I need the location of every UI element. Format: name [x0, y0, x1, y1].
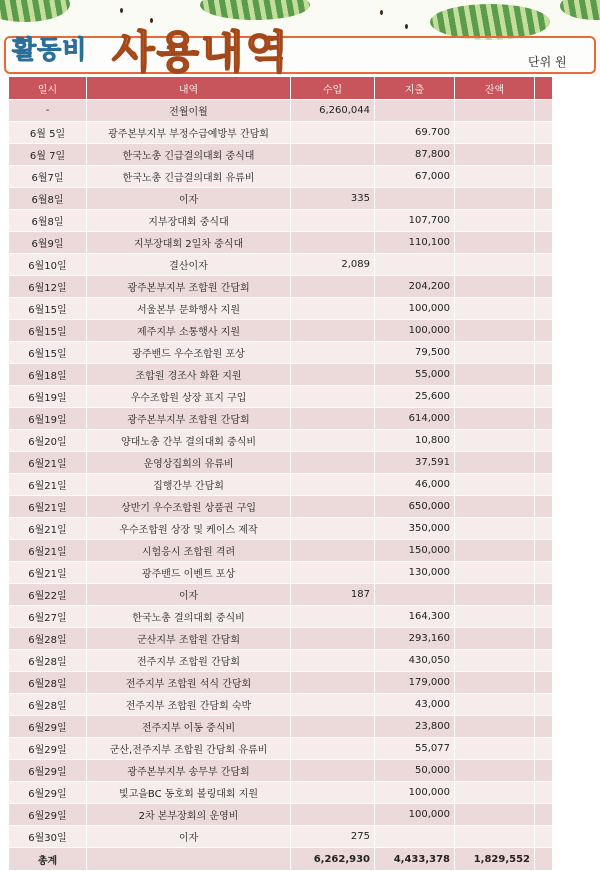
row-balance	[455, 474, 535, 496]
row-date: 6월27일	[9, 606, 87, 628]
table-row	[9, 320, 553, 342]
row-balance	[455, 232, 535, 254]
row-date: 6월28일	[9, 694, 87, 716]
total-label: 총계	[9, 848, 87, 871]
row-balance	[455, 562, 535, 584]
row-income: 275	[291, 826, 375, 848]
row-description: 우수조합원 상장 및 케이스 제작	[87, 518, 291, 540]
row-description: 결산이자	[87, 254, 291, 276]
table-row	[9, 276, 553, 298]
row-income	[291, 518, 375, 540]
row-date: 6월10일	[9, 254, 87, 276]
row-balance	[455, 804, 535, 826]
watermelon-decoration	[560, 0, 600, 20]
row-expense: 43,000	[375, 694, 455, 716]
row-description: 전주지부 조합원 간담회	[87, 650, 291, 672]
row-blank	[535, 342, 553, 364]
row-date: 6월19일	[9, 386, 87, 408]
row-description: 한국노총 결의대회 중식비	[87, 606, 291, 628]
row-blank	[535, 628, 553, 650]
row-balance	[455, 144, 535, 166]
watermelon-decoration	[430, 4, 550, 40]
row-expense: 55,077	[375, 738, 455, 760]
row-date: 6월20일	[9, 430, 87, 452]
row-income: 335	[291, 188, 375, 210]
row-balance	[455, 606, 535, 628]
row-blank	[535, 364, 553, 386]
row-blank	[535, 452, 553, 474]
table-row	[9, 562, 553, 584]
row-blank	[535, 518, 553, 540]
row-balance	[455, 738, 535, 760]
row-income	[291, 320, 375, 342]
row-income	[291, 386, 375, 408]
row-income: 187	[291, 584, 375, 606]
table-header-row	[9, 77, 553, 100]
table-row	[9, 232, 553, 254]
total-income: 6,262,930	[291, 848, 375, 871]
column-header-income: 수입	[291, 77, 375, 100]
row-income	[291, 562, 375, 584]
row-expense: 614,000	[375, 408, 455, 430]
table-row	[9, 144, 553, 166]
total-blank-cell	[535, 848, 553, 871]
column-header-date: 일시	[9, 77, 87, 100]
row-blank	[535, 276, 553, 298]
row-date: 6월12일	[9, 276, 87, 298]
row-income	[291, 122, 375, 144]
row-expense: 100,000	[375, 804, 455, 826]
row-description: 광주밴드 이벤트 포상	[87, 562, 291, 584]
row-blank	[535, 826, 553, 848]
row-expense: 100,000	[375, 298, 455, 320]
row-blank	[535, 232, 553, 254]
row-date: 6월22일	[9, 584, 87, 606]
column-header-description: 내역	[87, 77, 291, 100]
row-blank	[535, 430, 553, 452]
table-row	[9, 672, 553, 694]
row-description: 지부장대회 2일차 중식대	[87, 232, 291, 254]
row-description: 양대노총 간부 결의대회 중식비	[87, 430, 291, 452]
row-description: 전주지부 조합원 간담회 숙박	[87, 694, 291, 716]
row-blank	[535, 606, 553, 628]
row-balance	[455, 122, 535, 144]
table-row	[9, 496, 553, 518]
row-expense: 50,000	[375, 760, 455, 782]
row-blank	[535, 496, 553, 518]
row-date: 6월21일	[9, 474, 87, 496]
row-date: 6월29일	[9, 716, 87, 738]
row-balance	[455, 254, 535, 276]
row-description: 한국노총 긴급결의대회 유류비	[87, 166, 291, 188]
row-date: 6월 5일	[9, 122, 87, 144]
row-income	[291, 782, 375, 804]
column-header-expense: 지출	[375, 77, 455, 100]
row-expense: 204,200	[375, 276, 455, 298]
row-income	[291, 606, 375, 628]
seed-decoration	[405, 24, 408, 29]
row-blank	[535, 100, 553, 122]
row-expense: 37,591	[375, 452, 455, 474]
table-row	[9, 474, 553, 496]
row-description: 조합원 경조사 화환 지원	[87, 364, 291, 386]
row-balance	[455, 342, 535, 364]
table-row	[9, 342, 553, 364]
row-expense: 79,500	[375, 342, 455, 364]
row-description: 전주지부 이동 중식비	[87, 716, 291, 738]
ledger-table	[8, 76, 553, 871]
total-balance: 1,829,552	[455, 848, 535, 871]
row-income: 2,089	[291, 254, 375, 276]
row-date: 6월8일	[9, 188, 87, 210]
row-expense	[375, 826, 455, 848]
row-description: 지부장대회 중식대	[87, 210, 291, 232]
row-income	[291, 210, 375, 232]
row-date: 6월30일	[9, 826, 87, 848]
table-row	[9, 430, 553, 452]
table-row	[9, 100, 553, 122]
table-row	[9, 452, 553, 474]
row-expense: 55,000	[375, 364, 455, 386]
row-balance	[455, 276, 535, 298]
row-expense: 293,160	[375, 628, 455, 650]
table-row	[9, 518, 553, 540]
row-date: 6월28일	[9, 672, 87, 694]
row-description: 집행간부 간담회	[87, 474, 291, 496]
title-frame	[4, 36, 596, 74]
row-expense: 69.700	[375, 122, 455, 144]
table-row	[9, 738, 553, 760]
row-date: 6월7일	[9, 166, 87, 188]
row-balance	[455, 672, 535, 694]
row-date: 6월 7일	[9, 144, 87, 166]
row-blank	[535, 188, 553, 210]
row-expense: 87,800	[375, 144, 455, 166]
row-date: 6월9일	[9, 232, 87, 254]
row-income	[291, 760, 375, 782]
row-expense: 46,000	[375, 474, 455, 496]
row-income	[291, 408, 375, 430]
row-blank	[535, 298, 553, 320]
row-blank	[535, 694, 553, 716]
row-blank	[535, 210, 553, 232]
row-income	[291, 628, 375, 650]
row-income	[291, 804, 375, 826]
row-expense: 164,300	[375, 606, 455, 628]
page-title-prefix: 활동비	[12, 35, 88, 64]
row-expense: 150,000	[375, 540, 455, 562]
table-row	[9, 540, 553, 562]
table-row	[9, 826, 553, 848]
row-income	[291, 452, 375, 474]
row-balance	[455, 408, 535, 430]
row-expense: 650,000	[375, 496, 455, 518]
total-row	[9, 848, 553, 871]
row-income	[291, 298, 375, 320]
row-description: 이자	[87, 188, 291, 210]
row-date: 6월18일	[9, 364, 87, 386]
row-blank	[535, 804, 553, 826]
row-description: 2차 본부장회의 운영비	[87, 804, 291, 826]
table-row	[9, 166, 553, 188]
row-balance	[455, 452, 535, 474]
row-expense: 350,000	[375, 518, 455, 540]
total-description-cell	[87, 848, 291, 871]
row-income	[291, 496, 375, 518]
table-row	[9, 122, 553, 144]
row-income: 6,260,044	[291, 100, 375, 122]
row-balance	[455, 320, 535, 342]
row-blank	[535, 672, 553, 694]
row-balance	[455, 166, 535, 188]
row-balance	[455, 298, 535, 320]
row-expense: 10,800	[375, 430, 455, 452]
row-balance	[455, 650, 535, 672]
row-balance	[455, 386, 535, 408]
table-body	[9, 100, 553, 848]
row-description: 이자	[87, 584, 291, 606]
row-income	[291, 430, 375, 452]
row-balance	[455, 540, 535, 562]
row-income	[291, 144, 375, 166]
seed-decoration	[380, 10, 383, 15]
page-title: 사용내역	[112, 27, 291, 76]
row-expense: 107,700	[375, 210, 455, 232]
row-balance	[455, 496, 535, 518]
row-date: 6월15일	[9, 342, 87, 364]
row-description: 빛고을BC 동호회 볼링대회 지원	[87, 782, 291, 804]
row-balance	[455, 584, 535, 606]
table-row	[9, 386, 553, 408]
row-blank	[535, 760, 553, 782]
row-description: 서울본부 문화행사 지원	[87, 298, 291, 320]
row-date: 6월19일	[9, 408, 87, 430]
table-row	[9, 298, 553, 320]
row-income	[291, 342, 375, 364]
row-balance	[455, 430, 535, 452]
row-balance	[455, 210, 535, 232]
row-expense: 430,050	[375, 650, 455, 672]
row-expense	[375, 100, 455, 122]
row-blank	[535, 562, 553, 584]
row-expense: 130,000	[375, 562, 455, 584]
row-expense	[375, 254, 455, 276]
table-row	[9, 760, 553, 782]
row-expense: 67,000	[375, 166, 455, 188]
table-row	[9, 716, 553, 738]
row-expense	[375, 188, 455, 210]
row-date: 6월28일	[9, 650, 87, 672]
row-description: 광주본부지부 부정수급예방부 간담회	[87, 122, 291, 144]
row-description: 이자	[87, 826, 291, 848]
row-income	[291, 694, 375, 716]
column-header-balance: 잔액	[455, 77, 535, 100]
unit-label: 단위 원	[528, 55, 567, 69]
table-row	[9, 650, 553, 672]
row-date: 6월29일	[9, 804, 87, 826]
header-banner	[0, 0, 600, 76]
row-blank	[535, 320, 553, 342]
row-description: 광주본부지부 조합원 간담회	[87, 276, 291, 298]
row-income	[291, 166, 375, 188]
row-description: 운영상집회의 유류비	[87, 452, 291, 474]
row-description: 상반기 우수조합원 상품권 구입	[87, 496, 291, 518]
row-blank	[535, 254, 553, 276]
row-expense	[375, 584, 455, 606]
row-description: 전주지부 조합원 석식 간담회	[87, 672, 291, 694]
table-row	[9, 628, 553, 650]
row-description: 전월이월	[87, 100, 291, 122]
row-income	[291, 540, 375, 562]
column-header-blank	[535, 77, 553, 100]
row-blank	[535, 166, 553, 188]
table-row	[9, 364, 553, 386]
row-balance	[455, 100, 535, 122]
row-expense: 25,600	[375, 386, 455, 408]
table-row	[9, 188, 553, 210]
row-blank	[535, 782, 553, 804]
table-row	[9, 606, 553, 628]
table-row	[9, 254, 553, 276]
row-blank	[535, 386, 553, 408]
row-description: 광주본부지부 조합원 간담회	[87, 408, 291, 430]
row-date: -	[9, 100, 87, 122]
row-blank	[535, 584, 553, 606]
row-date: 6월21일	[9, 452, 87, 474]
row-expense: 23,800	[375, 716, 455, 738]
row-blank	[535, 408, 553, 430]
row-income	[291, 364, 375, 386]
row-date: 6월21일	[9, 562, 87, 584]
row-income	[291, 232, 375, 254]
row-balance	[455, 782, 535, 804]
row-balance	[455, 760, 535, 782]
row-income	[291, 716, 375, 738]
row-date: 6월8일	[9, 210, 87, 232]
row-blank	[535, 474, 553, 496]
seed-decoration	[120, 8, 123, 13]
row-date: 6월21일	[9, 518, 87, 540]
row-description: 군산지부 조합원 간담회	[87, 628, 291, 650]
row-date: 6월29일	[9, 760, 87, 782]
row-date: 6월15일	[9, 298, 87, 320]
row-date: 6월21일	[9, 496, 87, 518]
row-date: 6월29일	[9, 782, 87, 804]
row-date: 6월28일	[9, 628, 87, 650]
table-row	[9, 408, 553, 430]
table-row	[9, 584, 553, 606]
row-balance	[455, 716, 535, 738]
table-row	[9, 782, 553, 804]
row-description: 제주지부 소통행사 지원	[87, 320, 291, 342]
row-blank	[535, 650, 553, 672]
row-income	[291, 738, 375, 760]
watermelon-decoration	[0, 0, 70, 22]
row-description: 한국노총 긴급결의대회 중식대	[87, 144, 291, 166]
row-balance	[455, 694, 535, 716]
row-expense: 100,000	[375, 320, 455, 342]
row-income	[291, 650, 375, 672]
row-balance	[455, 188, 535, 210]
row-blank	[535, 144, 553, 166]
row-blank	[535, 738, 553, 760]
row-balance	[455, 826, 535, 848]
row-blank	[535, 716, 553, 738]
row-balance	[455, 364, 535, 386]
table-row	[9, 804, 553, 826]
table-row	[9, 694, 553, 716]
row-expense: 179,000	[375, 672, 455, 694]
row-income	[291, 672, 375, 694]
row-description: 광주본부지부 송무부 간담회	[87, 760, 291, 782]
row-description: 시험응시 조합원 격려	[87, 540, 291, 562]
row-blank	[535, 540, 553, 562]
table-row	[9, 210, 553, 232]
row-balance	[455, 628, 535, 650]
row-income	[291, 276, 375, 298]
row-description: 군산,전주지부 조합원 간담회 유류비	[87, 738, 291, 760]
row-description: 광주밴드 우수조합원 포상	[87, 342, 291, 364]
row-description: 우수조합원 상장 표지 구입	[87, 386, 291, 408]
row-date: 6월15일	[9, 320, 87, 342]
row-blank	[535, 122, 553, 144]
row-expense: 110,100	[375, 232, 455, 254]
row-balance	[455, 518, 535, 540]
row-date: 6월21일	[9, 540, 87, 562]
row-date: 6월29일	[9, 738, 87, 760]
row-income	[291, 474, 375, 496]
row-expense: 100,000	[375, 782, 455, 804]
total-expense: 4,433,378	[375, 848, 455, 871]
